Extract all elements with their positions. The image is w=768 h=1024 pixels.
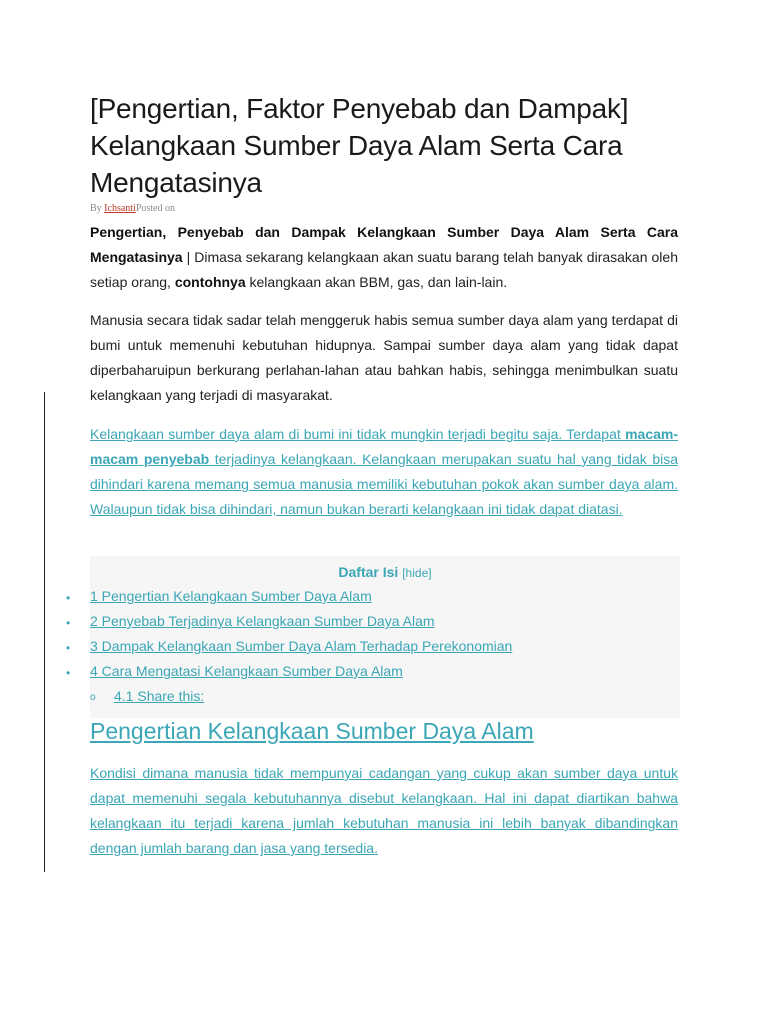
section-heading[interactable]: Pengertian Kelangkaan Sumber Daya Alam bbox=[90, 718, 534, 744]
section-paragraph[interactable]: Kondisi dimana manusia tidak mempunyai cadangan yang cukup akan sumber daya untuk dapat memenuhi segala kebutuhannya disebut kelangkaan. Hal ini dapat diartikan bahwa kelangkaan itu terjadi karena jumlah kebutuhan manusia ini lebih banyak dibandingkan dengan jumlah barang dan jasa yang tersedia. bbox=[90, 765, 678, 856]
byline-posted: Posted on bbox=[135, 203, 175, 214]
linked-text-1: Kelangkaan sumber daya alam di bumi ini tidak mungkin terjadi begitu saja. Terdapat bbox=[90, 426, 626, 442]
toc-item-1[interactable]: 1 Pengertian Kelangkaan Sumber Daya Alam bbox=[90, 588, 372, 604]
linked-paragraph[interactable] bbox=[90, 422, 678, 522]
byline bbox=[90, 203, 175, 214]
toc-item-4[interactable]: 4 Cara Mengatasi Kelangkaan Sumber Daya Alam bbox=[90, 663, 403, 679]
sub-bullet: o bbox=[90, 692, 96, 703]
toc-subitem-4-1[interactable]: 4.1 Share this: bbox=[114, 688, 205, 704]
byline-by: By bbox=[90, 203, 105, 214]
article-title: [Pengertian, Faktor Penyebab dan Dampak] Kelangkaan Sumber Daya Alam Serta Cara Mengatasinya bbox=[90, 93, 629, 198]
table-of-contents bbox=[90, 556, 680, 718]
bullet-3: • bbox=[66, 641, 71, 655]
toc-hide-link[interactable]: [hide] bbox=[402, 566, 432, 580]
author-link[interactable]: Ichsanti bbox=[104, 203, 136, 214]
intro-bold-title: Pengertian, Penyebab dan Dampak Kelangkaan Sumber Daya Alam Serta Cara Mengatasinya bbox=[90, 224, 678, 265]
margin-rule bbox=[44, 392, 45, 872]
intro-paragraph bbox=[90, 220, 678, 295]
intro-bold-example: contohnya bbox=[174, 274, 246, 290]
toc-item-3[interactable]: 3 Dampak Kelangkaan Sumber Daya Alam Terhadap Perekonomian bbox=[90, 638, 513, 654]
intro-text-2: kelangkaan akan BBM, gas, dan lain-lain. bbox=[245, 274, 508, 290]
toc-item-2[interactable]: 2 Penyebab Terjadinya Kelangkaan Sumber Daya Alam bbox=[90, 613, 435, 629]
toc-title: Daftar Isi bbox=[338, 564, 399, 580]
linked-bold: macam-macam penyebab bbox=[90, 426, 678, 467]
bullet-4: • bbox=[66, 666, 71, 680]
bullet-1: • bbox=[66, 591, 71, 605]
intro-text-1: | Dimasa sekarang kelangkaan akan suatu barang telah banyak dirasakan oleh setiap orang, bbox=[90, 249, 678, 290]
body-paragraph: Manusia secara tidak sadar telah menggeruk habis semua sumber daya alam yang terdapat di bumi untuk memenuhi kebutuhan hidupnya. Sampai sumber daya alam yang tidak dapat diperbaharuipun berkurang perlahan-lahan atau bahkan habis, sehingga menimbulkan suatu kelangkaan yang terjadi di masyarakat. bbox=[90, 312, 678, 403]
linked-text-2: terjadinya kelangkaan. Kelangkaan merupakan suatu hal yang tidak bisa dihindari karena memang semua manusia memiliki kebutuhan pokok akan sumber daya alam. Walaupun tidak bisa dihindari, namun bukan berarti kelangkaan ini tidak dapat diatasi. bbox=[90, 451, 678, 517]
bullet-2: • bbox=[66, 616, 71, 630]
toc-header bbox=[90, 564, 680, 580]
